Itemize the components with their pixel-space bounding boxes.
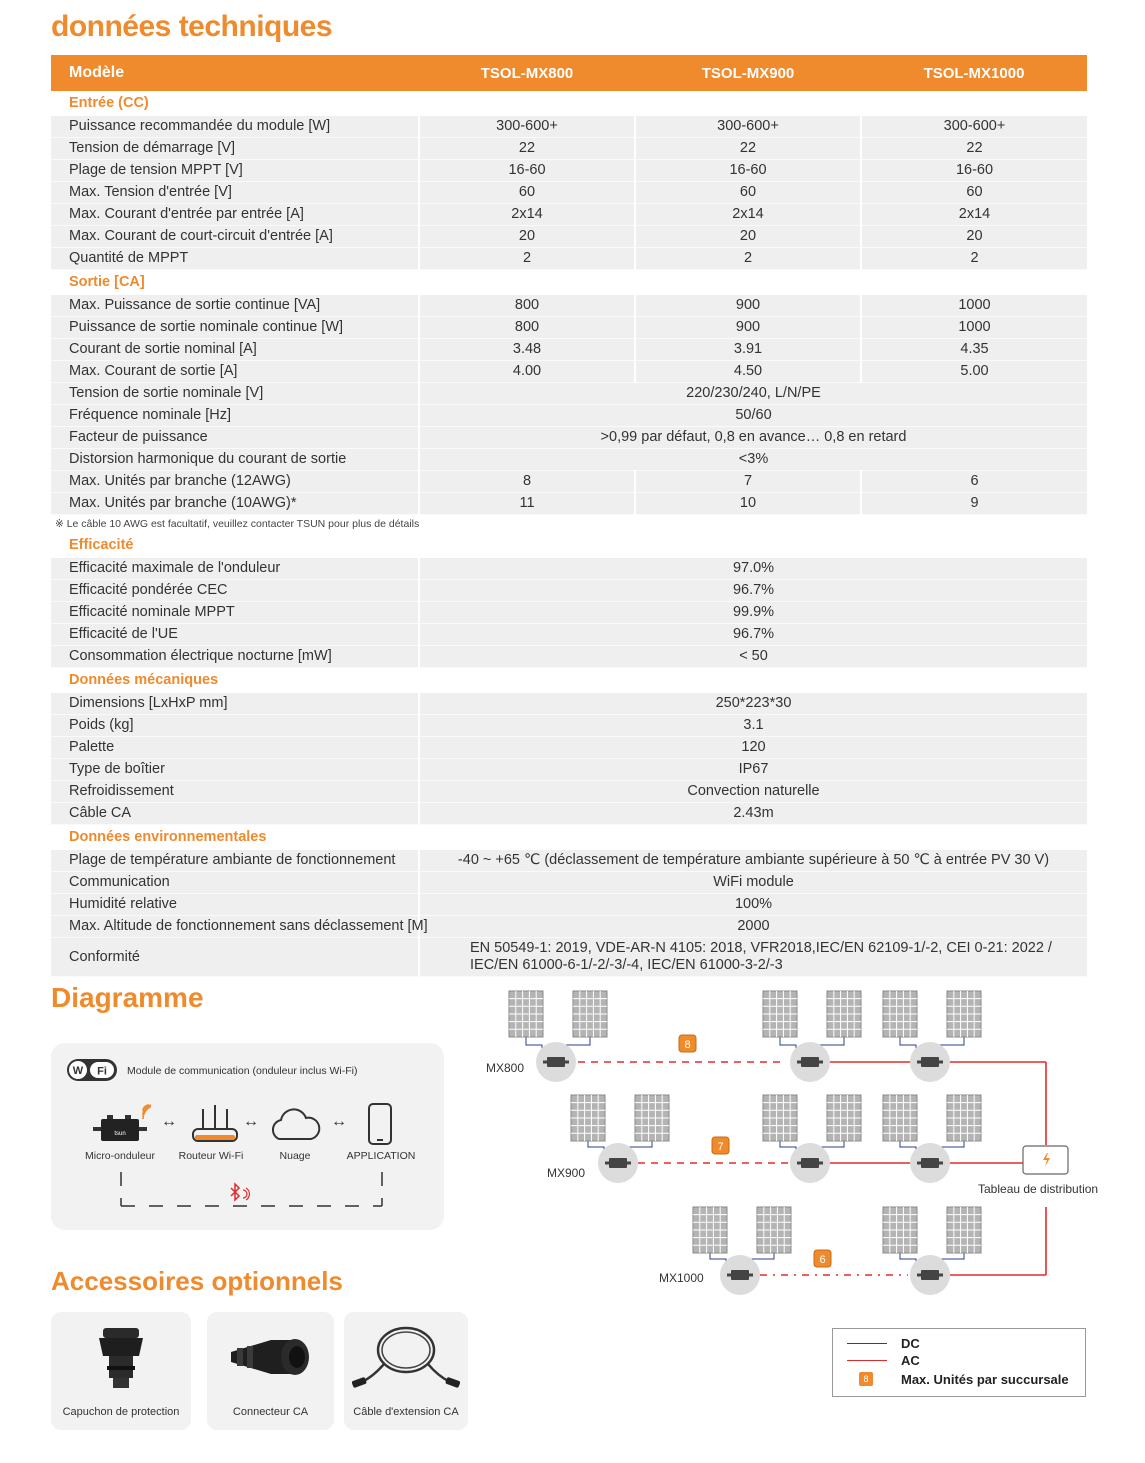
row-label: Dimensions [LxHxP mm] — [51, 693, 419, 715]
accessory-ac-connector — [207, 1312, 334, 1430]
row-label: Palette — [51, 737, 419, 759]
row-value: <3% — [419, 449, 1087, 471]
branch-label-mx800: MX800 — [486, 1061, 525, 1075]
row-label: Max. Courant d'entrée par entrée [A] — [51, 204, 419, 226]
table-row — [51, 226, 1087, 248]
row-value: 2 — [861, 248, 1087, 270]
row-value: 20 — [861, 226, 1087, 248]
legend-dc — [847, 1336, 1067, 1352]
row-value: 300-600+ — [635, 116, 861, 138]
table-row — [51, 339, 1087, 361]
row-label: Efficacité pondérée CEC — [51, 580, 419, 602]
row-value: 11 — [419, 493, 635, 515]
row-value: 7 — [635, 471, 861, 493]
table-row — [51, 449, 1087, 471]
row-value: 16-60 — [419, 160, 635, 182]
diagram-legend — [832, 1328, 1086, 1397]
table-row — [51, 471, 1087, 493]
table-row — [51, 624, 1087, 646]
legend-dc-label: DC — [901, 1336, 920, 1351]
row-label: Humidité relative — [51, 894, 419, 916]
accessory-extension-cable — [344, 1312, 468, 1430]
table-row — [51, 602, 1087, 624]
wifi-badge-icon — [67, 1059, 117, 1081]
device-label-application: APPLICATION — [346, 1150, 416, 1162]
spec-table — [51, 55, 1087, 977]
table-row — [51, 383, 1087, 405]
row-value: 2000 — [419, 916, 1087, 938]
table-row — [51, 872, 1087, 894]
table-row — [51, 850, 1087, 872]
wifi-communication-box — [51, 1043, 444, 1230]
row-value: 1000 — [861, 295, 1087, 317]
row-label: Tension de démarrage [V] — [51, 138, 419, 160]
row-value: < 50 — [419, 646, 1087, 668]
table-row — [51, 558, 1087, 580]
row-label: Max. Courant de sortie [A] — [51, 361, 419, 383]
table-row — [51, 693, 1087, 715]
row-value: 16-60 — [635, 160, 861, 182]
section-header — [51, 668, 1087, 694]
row-value: 2x14 — [419, 204, 635, 226]
row-label: Consommation électrique nocturne [mW] — [51, 646, 419, 668]
accessory-label: Connecteur CA — [232, 1406, 309, 1418]
row-value: 22 — [419, 138, 635, 160]
row-value: 800 — [419, 317, 635, 339]
row-value: >0,99 par défaut, 0,8 en avance… 0,8 en retard — [419, 427, 1087, 449]
row-label: Facteur de puissance — [51, 427, 419, 449]
row-value: 60 — [635, 182, 861, 204]
distribution-panel-label: Tableau de distribution — [978, 1182, 1099, 1196]
row-value: 9 — [861, 493, 1087, 515]
table-row — [51, 759, 1087, 781]
row-value: 900 — [635, 317, 861, 339]
bluetooth-icon — [231, 1184, 249, 1200]
row-label: Fréquence nominale [Hz] — [51, 405, 419, 427]
row-label: Poids (kg] — [51, 715, 419, 737]
row-value: 6 — [861, 471, 1087, 493]
section-title: Efficacité — [51, 533, 1087, 558]
row-value: 2 — [635, 248, 861, 270]
row-value: 2x14 — [861, 204, 1087, 226]
row-label: Plage de température ambiante de fonctionnement — [51, 850, 419, 872]
diagram-title: Diagramme — [51, 982, 204, 1013]
branch-label-mx900: MX900 — [547, 1166, 586, 1180]
row-label: Refroidissement — [51, 781, 419, 803]
table-row — [51, 248, 1087, 270]
section-header — [51, 91, 1087, 116]
table-row — [51, 317, 1087, 339]
table-row — [51, 916, 1087, 938]
row-value: 22 — [635, 138, 861, 160]
row-value: 100% — [419, 894, 1087, 916]
badge-mx900: 7 — [717, 1141, 724, 1153]
micro-inverter-icon — [91, 1103, 151, 1145]
legend-max-units-label: Max. Unités par succursale — [901, 1372, 1069, 1387]
arrow-icon: ↔ — [161, 1113, 177, 1130]
section-header — [51, 270, 1087, 296]
row-value: 3.1 — [419, 715, 1087, 737]
table-row — [51, 646, 1087, 668]
row-value: -40 ~ +65 ℃ (déclassement de température ambiante supérieure à 50 ℃ à entrée PV 30 V) — [419, 850, 1087, 872]
router-icon — [185, 1103, 245, 1145]
table-row — [51, 138, 1087, 160]
table-row — [51, 295, 1087, 317]
table-row — [51, 781, 1087, 803]
specs-title: données techniques — [51, 10, 333, 43]
row-value: 3.91 — [635, 339, 861, 361]
row-label: Puissance de sortie nominale continue [W] — [51, 317, 419, 339]
extension-cable-icon — [344, 1322, 468, 1392]
row-value: 3.48 — [419, 339, 635, 361]
max-units-badge — [679, 1035, 696, 1052]
row-value: 220/230/240, L/N/PE — [419, 383, 1087, 405]
table-row — [51, 580, 1087, 602]
row-label: Efficacité de l'UE — [51, 624, 419, 646]
header-model: Modèle — [51, 55, 419, 91]
table-note: ※ Le câble 10 AWG est facultatif, veuillez contacter TSUN pour plus de détails — [51, 515, 1087, 534]
row-value: 4.00 — [419, 361, 635, 383]
device-label-router: Routeur Wi-Fi — [178, 1150, 244, 1162]
header-mx1000: TSOL-MX1000 — [861, 55, 1087, 91]
row-label: Tension de sortie nominale [V] — [51, 383, 419, 405]
row-label: Communication — [51, 872, 419, 894]
row-value: 5.00 — [861, 361, 1087, 383]
row-value: IP67 — [419, 759, 1087, 781]
row-value: 4.50 — [635, 361, 861, 383]
table-row — [51, 803, 1087, 825]
table-row — [51, 938, 1087, 977]
row-value: 50/60 — [419, 405, 1087, 427]
svg-text:W: W — [72, 1065, 84, 1077]
accessory-protection-cap — [51, 1312, 191, 1430]
distribution-panel-icon — [1023, 1146, 1068, 1174]
bluetooth-link — [119, 1168, 384, 1210]
legend-badge-icon: 8 — [859, 1372, 873, 1386]
row-value: 60 — [861, 182, 1087, 204]
row-label: Quantité de MPPT — [51, 248, 419, 270]
row-value: 16-60 — [861, 160, 1087, 182]
device-label-micro-inverter: Micro-onduleur — [84, 1150, 156, 1162]
row-value: 22 — [861, 138, 1087, 160]
row-value: 300-600+ — [419, 116, 635, 138]
row-value: 97.0% — [419, 558, 1087, 580]
max-units-badge — [712, 1137, 729, 1154]
table-row — [51, 116, 1087, 138]
row-value: 120 — [419, 737, 1087, 759]
badge-mx800: 8 — [684, 1039, 691, 1051]
table-row — [51, 405, 1087, 427]
table-row — [51, 427, 1087, 449]
row-label: Distorsion harmonique du courant de sortie — [51, 449, 419, 471]
row-label: Conformité — [51, 938, 419, 977]
table-row — [51, 160, 1087, 182]
legend-ac-label: AC — [901, 1353, 920, 1368]
row-value: 1000 — [861, 317, 1087, 339]
header-mx800: TSOL-MX800 — [419, 55, 635, 91]
row-label: Efficacité nominale MPPT — [51, 602, 419, 624]
arrow-icon: ↔ — [331, 1113, 347, 1130]
row-label: Max. Tension d'entrée [V] — [51, 182, 419, 204]
protection-cap-icon — [51, 1322, 191, 1392]
row-label: Max. Unités par branche (10AWG)* — [51, 493, 419, 515]
section-title: Sortie [CA] — [51, 270, 1087, 296]
table-row — [51, 204, 1087, 226]
row-value: 2 — [419, 248, 635, 270]
row-label: Max. Courant de court-circuit d'entrée [A] — [51, 226, 419, 248]
row-label: Efficacité maximale de l'onduleur — [51, 558, 419, 580]
header-mx900: TSOL-MX900 — [635, 55, 861, 91]
row-value: 900 — [635, 295, 861, 317]
section-header — [51, 533, 1087, 558]
row-label: Puissance recommandée du module [W] — [51, 116, 419, 138]
row-label: Courant de sortie nominal [A] — [51, 339, 419, 361]
table-row — [51, 715, 1087, 737]
row-value: 4.35 — [861, 339, 1087, 361]
row-value: 96.7% — [419, 624, 1087, 646]
row-value: 250*223*30 — [419, 693, 1087, 715]
row-value: 8 — [419, 471, 635, 493]
section-title: Données environnementales — [51, 825, 1087, 851]
row-value: EN 50549-1: 2019, VDE-AR-N 4105: 2018, VFR2018,IEC/EN 62109-1/-2, CEI 0-21: 2022 / IEC/EN 61000-6-1/-2/-3/-4, IEC/EN 61000-3-2/-3 — [419, 938, 1087, 977]
device-label-cloud: Nuage — [279, 1150, 311, 1162]
accessory-label: Capuchon de protection — [62, 1406, 180, 1418]
cloud-icon — [265, 1103, 325, 1145]
row-label: Max. Altitude de fonctionnement sans déclassement [M] — [51, 916, 419, 938]
row-value: WiFi module — [419, 872, 1087, 894]
table-row — [51, 493, 1087, 515]
accessories-title: Accessoires optionnels — [51, 1266, 343, 1296]
table-header-row — [51, 55, 1087, 91]
row-label: Max. Unités par branche (12AWG) — [51, 471, 419, 493]
row-label: Max. Puissance de sortie continue [VA] — [51, 295, 419, 317]
max-units-badge — [814, 1250, 831, 1267]
row-value: 300-600+ — [861, 116, 1087, 138]
table-row — [51, 361, 1087, 383]
row-value: 2x14 — [635, 204, 861, 226]
legend-max-units — [847, 1372, 1077, 1388]
arrow-icon: ↔ — [243, 1113, 259, 1130]
micro-inverter-icon — [536, 1042, 950, 1295]
solar-panel-icon — [509, 991, 981, 1253]
spec-table-body — [51, 91, 1087, 977]
row-value: 10 — [635, 493, 861, 515]
row-label: Type de boîtier — [51, 759, 419, 781]
ac-connector-icon — [207, 1322, 334, 1392]
row-value: 800 — [419, 295, 635, 317]
section-title: Entrée (CC) — [51, 91, 1087, 116]
table-row — [51, 894, 1087, 916]
row-value: 2.43m — [419, 803, 1087, 825]
row-value: 20 — [419, 226, 635, 248]
branch-label-mx1000: MX1000 — [659, 1271, 704, 1285]
svg-text:tsun: tsun — [114, 1131, 126, 1137]
row-label: Plage de tension MPPT [V] — [51, 160, 419, 182]
section-title: Données mécaniques — [51, 668, 1087, 694]
accessory-label: Câble d'extension CA — [353, 1406, 459, 1418]
row-value: 96.7% — [419, 580, 1087, 602]
section-header — [51, 825, 1087, 851]
legend-ac — [847, 1353, 1067, 1369]
badge-mx1000: 6 — [819, 1254, 826, 1266]
table-row — [51, 737, 1087, 759]
table-row — [51, 182, 1087, 204]
table-note-row — [51, 515, 1087, 534]
row-label: Câble CA — [51, 803, 419, 825]
row-value: 20 — [635, 226, 861, 248]
wifi-caption: Module de communication (onduleur inclus Wi-Fi) — [127, 1065, 358, 1077]
row-value: 99.9% — [419, 602, 1087, 624]
row-value: Convection naturelle — [419, 781, 1087, 803]
system-diagram — [470, 985, 1120, 1315]
svg-text:Fi: Fi — [97, 1065, 107, 1078]
row-value: 60 — [419, 182, 635, 204]
phone-icon — [351, 1103, 411, 1145]
